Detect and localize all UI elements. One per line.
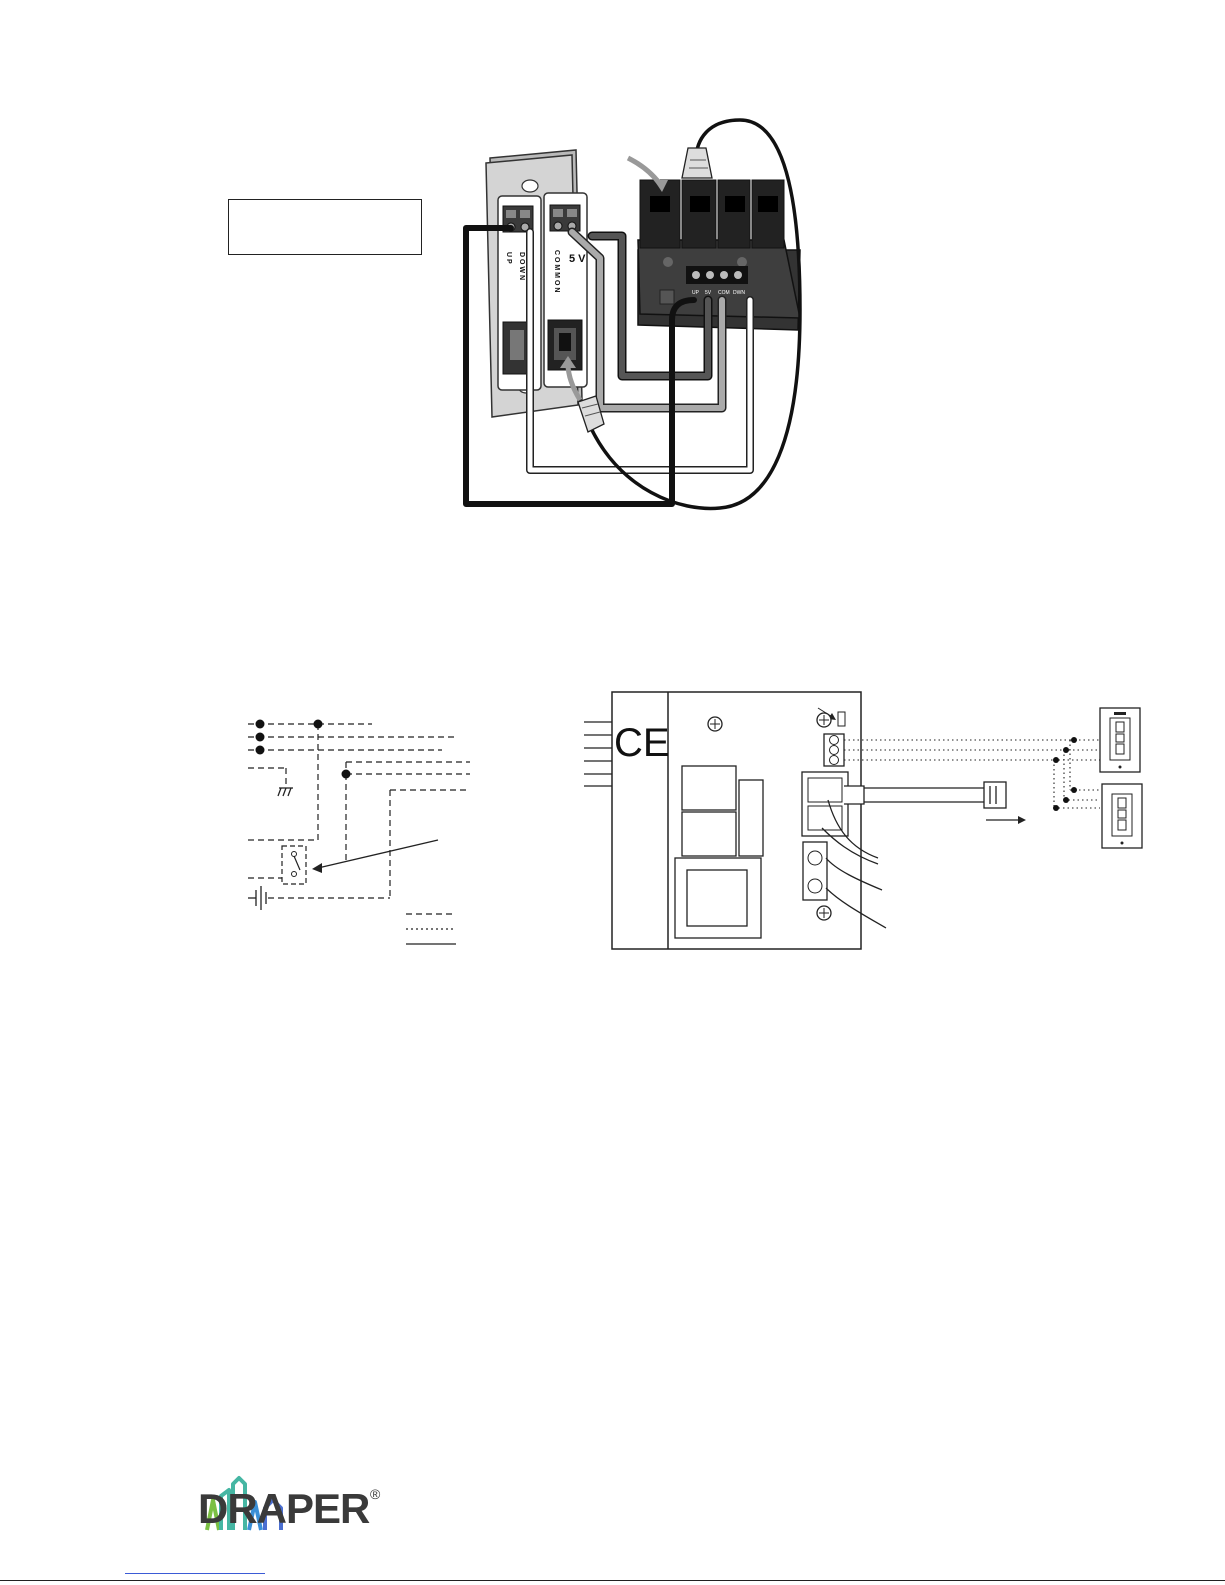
- module-label-up: UP: [692, 290, 699, 296]
- label-up: U P: [505, 252, 512, 264]
- line-legend: [406, 914, 456, 944]
- label-5v: 5 V: [569, 253, 586, 265]
- junction-dots: [256, 720, 351, 779]
- data-cable: [844, 782, 1006, 808]
- brand-registered: ®: [370, 1486, 381, 1502]
- label-common: C O M M O N: [553, 250, 560, 293]
- lead-wires: [584, 722, 612, 786]
- battery-icon: [248, 886, 266, 910]
- wall-control-1: [1100, 708, 1140, 772]
- module-label-com: COM: [718, 290, 730, 296]
- brand-name: DRAPER: [198, 1485, 370, 1532]
- label-down: D O W N: [518, 252, 525, 280]
- pointer-line-switch: [318, 840, 438, 868]
- ground-icon: [278, 788, 293, 796]
- footer-link-underline[interactable]: [125, 1573, 265, 1574]
- module-label-dwn: DWN: [733, 290, 745, 296]
- switch-icon: [292, 852, 301, 877]
- power-schematic: [248, 724, 470, 898]
- wall-control-2: [1102, 784, 1142, 848]
- module-label-5v: 5V: [705, 290, 712, 296]
- ce-mark-icon: CE: [614, 721, 670, 765]
- dotted-wiring: [844, 740, 1100, 808]
- footer-rule: [0, 1580, 1225, 1581]
